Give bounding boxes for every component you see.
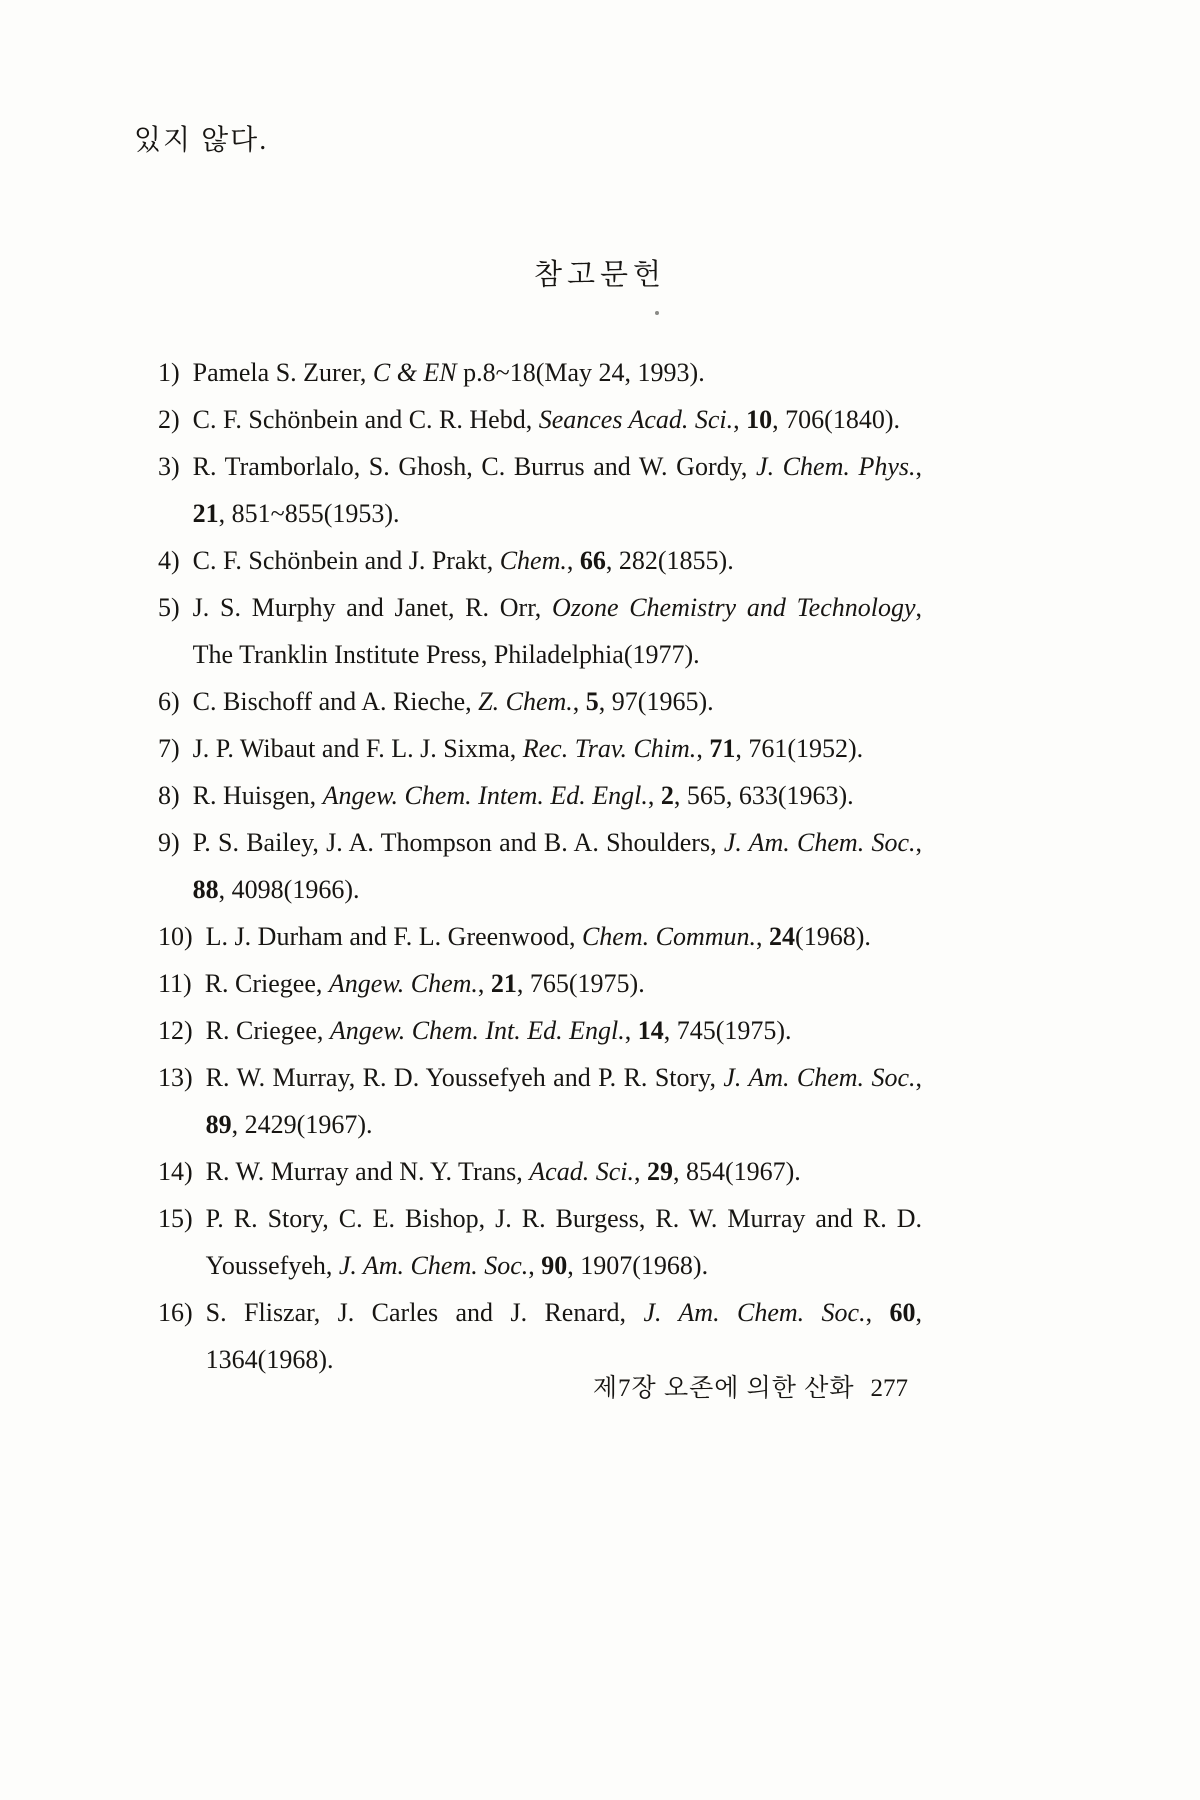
paragraph-fragment: 있지 않다. [134, 125, 269, 156]
reference-text: R. W. Murray, R. D. Youssefyeh and P. R. Story, J. Am. Chem. Soc., 89, 2429(1967). [205, 1063, 922, 1139]
reference-text: R. Huisgen, Angew. Chem. Intem. Ed. Engl., 2, 565, 633(1963). [192, 781, 854, 810]
reference-text: Pamela S. Zurer, C & EN p.8~18(May 24, 1993). [192, 358, 705, 387]
reference-item [158, 819, 922, 913]
reference-number: 3) [158, 452, 180, 481]
reference-number: 7) [158, 734, 180, 763]
reference-number: 9) [158, 828, 180, 857]
reference-item [158, 443, 922, 537]
reference-number: 13) [158, 1063, 193, 1092]
reference-item [158, 960, 922, 1007]
reference-item [158, 772, 922, 819]
reference-text: P. S. Bailey, J. A. Thompson and B. A. Shoulders, J. Am. Chem. Soc., 88, 4098(1966). [192, 828, 923, 904]
reference-number: 11) [158, 969, 192, 998]
reference-number: 5) [158, 593, 180, 622]
reference-number: 10) [158, 922, 193, 951]
page-number: 277 [870, 1375, 908, 1402]
reference-item [158, 349, 922, 396]
reference-number: 15) [158, 1204, 193, 1233]
reference-text: J. P. Wibaut and F. L. J. Sixma, Rec. Trav. Chim., 71, 761(1952). [192, 734, 864, 763]
reference-number: 12) [158, 1016, 193, 1045]
reference-text: R. Tramborlalo, S. Ghosh, C. Burrus and W. Gordy, J. Chem. Phys., 21, 851~855(1953). [192, 452, 922, 528]
reference-item [158, 584, 922, 678]
reference-number: 8) [158, 781, 180, 810]
reference-text: S. Fliszar, J. Carles and J. Renard, J. Am. Chem. Soc., 60, 1364(1968). [205, 1298, 922, 1374]
reference-text: J. S. Murphy and Janet, R. Orr, Ozone Chemistry and Technology, The Tranklin Institute Press, Philadelphia(1977). [192, 593, 922, 669]
reference-text: C. F. Schönbein and J. Prakt, Chem., 66, 282(1855). [192, 546, 734, 575]
scan-artifact-dot [655, 311, 659, 315]
reference-item [158, 913, 922, 960]
reference-item [158, 1054, 922, 1148]
reference-text: C. F. Schönbein and C. R. Hebd, Seances Acad. Sci., 10, 706(1840). [192, 405, 900, 434]
reference-number: 16) [158, 1298, 193, 1327]
reference-text: R. Criegee, Angew. Chem. Int. Ed. Engl., 14, 745(1975). [205, 1016, 792, 1045]
reference-text: C. Bischoff and A. Rieche, Z. Chem., 5, 97(1965). [192, 687, 714, 716]
running-chapter-title: 제7장 오존에 의한 산화 [592, 1375, 855, 1402]
reference-text: R. Criegee, Angew. Chem., 21, 765(1975). [204, 969, 645, 998]
reference-item [158, 396, 922, 443]
page-footer [158, 1368, 908, 1404]
reference-number: 14) [158, 1157, 193, 1186]
reference-item [158, 537, 922, 584]
references-list [158, 349, 922, 1383]
reference-number: 1) [158, 358, 180, 387]
reference-number: 4) [158, 546, 180, 575]
reference-item [158, 678, 922, 725]
reference-item [158, 1195, 922, 1289]
reference-text: L. J. Durham and F. L. Greenwood, Chem. Commun., 24(1968). [205, 922, 871, 951]
reference-item [158, 1007, 922, 1054]
reference-text: R. W. Murray and N. Y. Trans, Acad. Sci., 29, 854(1967). [205, 1157, 801, 1186]
reference-item [158, 725, 922, 772]
references-heading: 참고문헌 [533, 259, 667, 291]
reference-number: 6) [158, 687, 180, 716]
reference-text: P. R. Story, C. E. Bishop, J. R. Burgess, R. W. Murray and R. D. Youssefyeh, J. Am. Chem. Soc., 90, 1907(1968). [205, 1204, 922, 1280]
reference-number: 2) [158, 405, 180, 434]
reference-item [158, 1148, 922, 1195]
